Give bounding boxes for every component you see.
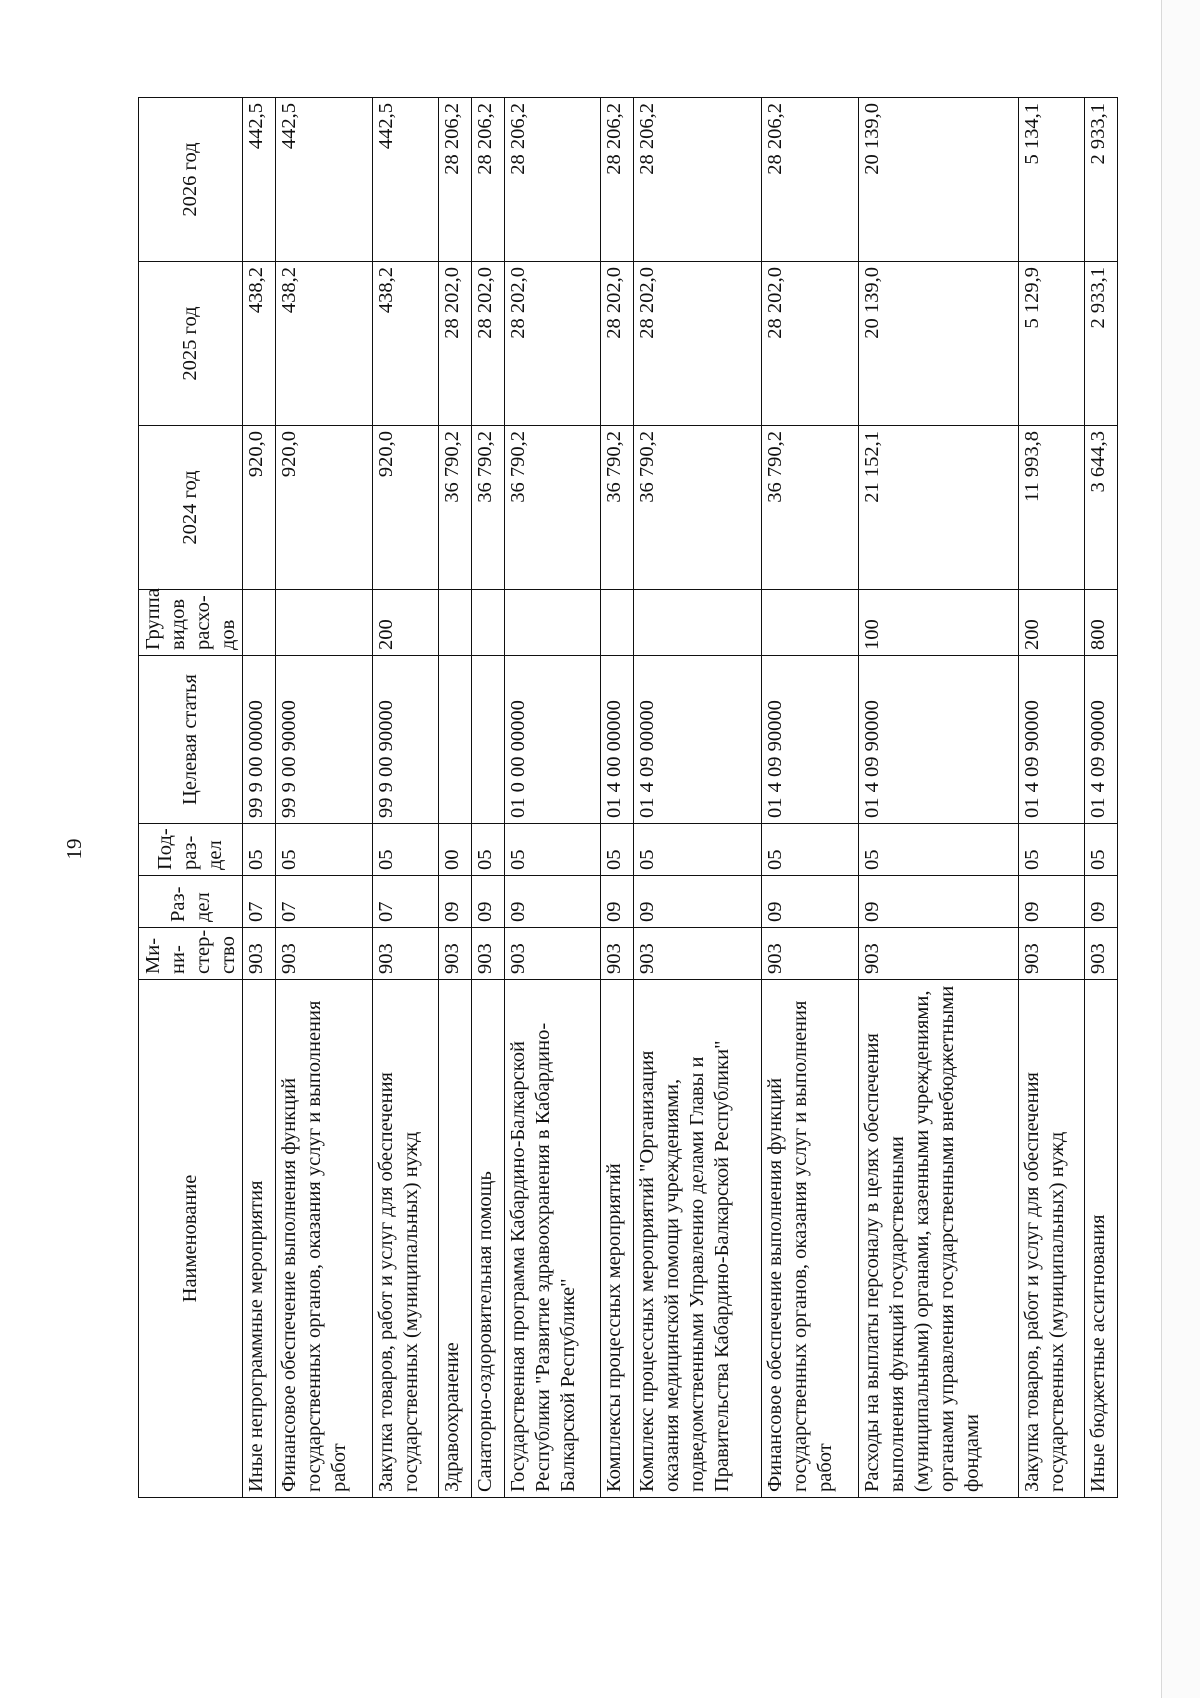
cell-subsection: 05 (1018, 824, 1084, 876)
cell-group (601, 590, 634, 656)
table-body (243, 98, 1118, 1498)
cell-name: Финансовое обеспечение выполнения функций государственных органов, оказания услуг и выполнения работ (761, 980, 858, 1498)
cell-2026: 28 206,2 (761, 98, 858, 262)
cell-2024: 36 790,2 (438, 426, 471, 590)
cell-subsection: 05 (601, 824, 634, 876)
cell-subsection: 05 (1084, 824, 1117, 876)
table-row (1018, 98, 1084, 1498)
cell-2026: 28 206,2 (438, 98, 471, 262)
cell-ministry: 903 (858, 928, 1018, 980)
cell-name: Комплексы процессных мероприятий (601, 980, 634, 1498)
cell-name: Санаторно-оздоровительная помощь (471, 980, 504, 1498)
page-number: 19 (62, 838, 86, 860)
table-row (634, 98, 761, 1498)
cell-2025: 20 139,0 (858, 262, 1018, 426)
cell-target: 01 0 00 00000 (504, 656, 601, 824)
cell-section: 09 (1018, 876, 1084, 928)
cell-2024: 36 790,2 (601, 426, 634, 590)
cell-section: 09 (1084, 876, 1117, 928)
cell-target: 01 4 09 90000 (858, 656, 1018, 824)
cell-2026: 28 206,2 (634, 98, 761, 262)
cell-2024: 11 993,8 (1018, 426, 1084, 590)
cell-2026: 5 134,1 (1018, 98, 1084, 262)
cell-2025: 28 202,0 (504, 262, 601, 426)
cell-2026: 28 206,2 (504, 98, 601, 262)
cell-2025: 2 933,1 (1084, 262, 1117, 426)
header-target: Целевая статья (139, 656, 243, 824)
cell-name: Закупка товаров, работ и услуг для обеспечения государственных (муниципальных) нужд (1018, 980, 1084, 1498)
cell-group: 800 (1084, 590, 1117, 656)
cell-section: 09 (438, 876, 471, 928)
cell-target: 99 9 00 90000 (372, 656, 438, 824)
cell-2026: 2 933,1 (1084, 98, 1117, 262)
cell-target: 01 4 09 90000 (761, 656, 858, 824)
cell-subsection: 05 (504, 824, 601, 876)
table-row (858, 98, 1018, 1498)
cell-target (471, 656, 504, 824)
cell-name: Закупка товаров, работ и услуг для обеспечения государственных (муниципальных) нужд (372, 980, 438, 1498)
cell-2024: 36 790,2 (471, 426, 504, 590)
cell-target: 99 9 00 90000 (276, 656, 373, 824)
cell-ministry: 903 (634, 928, 761, 980)
cell-section: 09 (504, 876, 601, 928)
cell-2024: 920,0 (243, 426, 276, 590)
cell-2026: 442,5 (276, 98, 373, 262)
cell-target: 01 4 00 00000 (601, 656, 634, 824)
cell-2024: 36 790,2 (504, 426, 601, 590)
cell-ministry: 903 (761, 928, 858, 980)
header-group: Группа видов расхо- дов (139, 590, 243, 656)
table-row (372, 98, 438, 1498)
cell-section: 07 (243, 876, 276, 928)
table-row (276, 98, 373, 1498)
header-ministry: Ми- ни- стер- ство (139, 928, 243, 980)
header-name: Наименование (139, 980, 243, 1498)
cell-group: 100 (858, 590, 1018, 656)
cell-name: Финансовое обеспечение выполнения функций государственных органов, оказания услуг и выполнения работ (276, 980, 373, 1498)
table-row (504, 98, 601, 1498)
cell-2024: 920,0 (276, 426, 373, 590)
cell-2024: 36 790,2 (761, 426, 858, 590)
cell-2025: 28 202,0 (471, 262, 504, 426)
cell-group (243, 590, 276, 656)
cell-section: 09 (471, 876, 504, 928)
cell-name: Здравоохранение (438, 980, 471, 1498)
cell-2024: 920,0 (372, 426, 438, 590)
cell-section: 09 (601, 876, 634, 928)
table-header (139, 98, 243, 1498)
cell-ministry: 903 (504, 928, 601, 980)
cell-section: 09 (858, 876, 1018, 928)
cell-name: Иные непрограммные мероприятия (243, 980, 276, 1498)
cell-name: Расходы на выплаты персоналу в целях обеспечения выполнения функций государственными (муниципальными) органами, казенными учреждениями, органами управления государственными внебюджетными фондами (858, 980, 1018, 1498)
cell-2025: 28 202,0 (601, 262, 634, 426)
cell-2024: 3 644,3 (1084, 426, 1117, 590)
cell-subsection: 00 (438, 824, 471, 876)
header-2024: 2024 год (139, 426, 243, 590)
cell-subsection: 05 (634, 824, 761, 876)
cell-ministry: 903 (1018, 928, 1084, 980)
header-2025: 2025 год (139, 262, 243, 426)
budget-table (138, 97, 1118, 1498)
cell-group (634, 590, 761, 656)
cell-ministry: 903 (1084, 928, 1117, 980)
cell-section: 07 (276, 876, 373, 928)
cell-group (504, 590, 601, 656)
table-row (438, 98, 471, 1498)
table-row (761, 98, 858, 1498)
cell-2024: 36 790,2 (634, 426, 761, 590)
cell-2026: 442,5 (372, 98, 438, 262)
cell-ministry: 903 (372, 928, 438, 980)
cell-subsection: 05 (471, 824, 504, 876)
cell-target: 01 4 09 90000 (1018, 656, 1084, 824)
cell-section: 09 (634, 876, 761, 928)
cell-group (438, 590, 471, 656)
cell-2025: 438,2 (372, 262, 438, 426)
cell-name: Иные бюджетные ассигнования (1084, 980, 1117, 1498)
cell-ministry: 903 (276, 928, 373, 980)
cell-2025: 28 202,0 (438, 262, 471, 426)
cell-2026: 28 206,2 (601, 98, 634, 262)
table-row (601, 98, 634, 1498)
cell-subsection: 05 (243, 824, 276, 876)
cell-target: 01 4 09 90000 (1084, 656, 1117, 824)
cell-group (276, 590, 373, 656)
header-row (139, 98, 243, 1498)
table-row (243, 98, 276, 1498)
cell-name: Комплекс процессных мероприятий "Организация оказания медицинской помощи учреждениями, подведомственными Управлению делами Главы и Правительства Кабардино-Балкарской Республики" (634, 980, 761, 1498)
cell-2025: 438,2 (276, 262, 373, 426)
table-row (471, 98, 504, 1498)
cell-2026: 20 139,0 (858, 98, 1018, 262)
cell-section: 09 (761, 876, 858, 928)
scan-page-edge (1161, 0, 1200, 1698)
cell-ministry: 903 (438, 928, 471, 980)
cell-2025: 28 202,0 (761, 262, 858, 426)
rotated-table-container (138, 98, 1118, 1498)
cell-2025: 5 129,9 (1018, 262, 1084, 426)
cell-subsection: 05 (858, 824, 1018, 876)
cell-group (761, 590, 858, 656)
cell-target: 01 4 09 00000 (634, 656, 761, 824)
cell-group (471, 590, 504, 656)
cell-2025: 28 202,0 (634, 262, 761, 426)
cell-2026: 442,5 (243, 98, 276, 262)
header-2026: 2026 год (139, 98, 243, 262)
cell-subsection: 05 (372, 824, 438, 876)
table-row (1084, 98, 1117, 1498)
cell-2026: 28 206,2 (471, 98, 504, 262)
cell-ministry: 903 (471, 928, 504, 980)
cell-group: 200 (372, 590, 438, 656)
cell-target: 99 9 00 00000 (243, 656, 276, 824)
cell-subsection: 05 (761, 824, 858, 876)
cell-subsection: 05 (276, 824, 373, 876)
cell-target (438, 656, 471, 824)
cell-section: 07 (372, 876, 438, 928)
cell-name: Государственная программа Кабардино-Балкарской Республики "Развитие здравоохранения в Кабардино-Балкарской Республике" (504, 980, 601, 1498)
cell-2025: 438,2 (243, 262, 276, 426)
header-section: Раз- дел (139, 876, 243, 928)
cell-group: 200 (1018, 590, 1084, 656)
cell-2024: 21 152,1 (858, 426, 1018, 590)
header-subsection: Под- раз- дел (139, 824, 243, 876)
cell-ministry: 903 (243, 928, 276, 980)
cell-ministry: 903 (601, 928, 634, 980)
